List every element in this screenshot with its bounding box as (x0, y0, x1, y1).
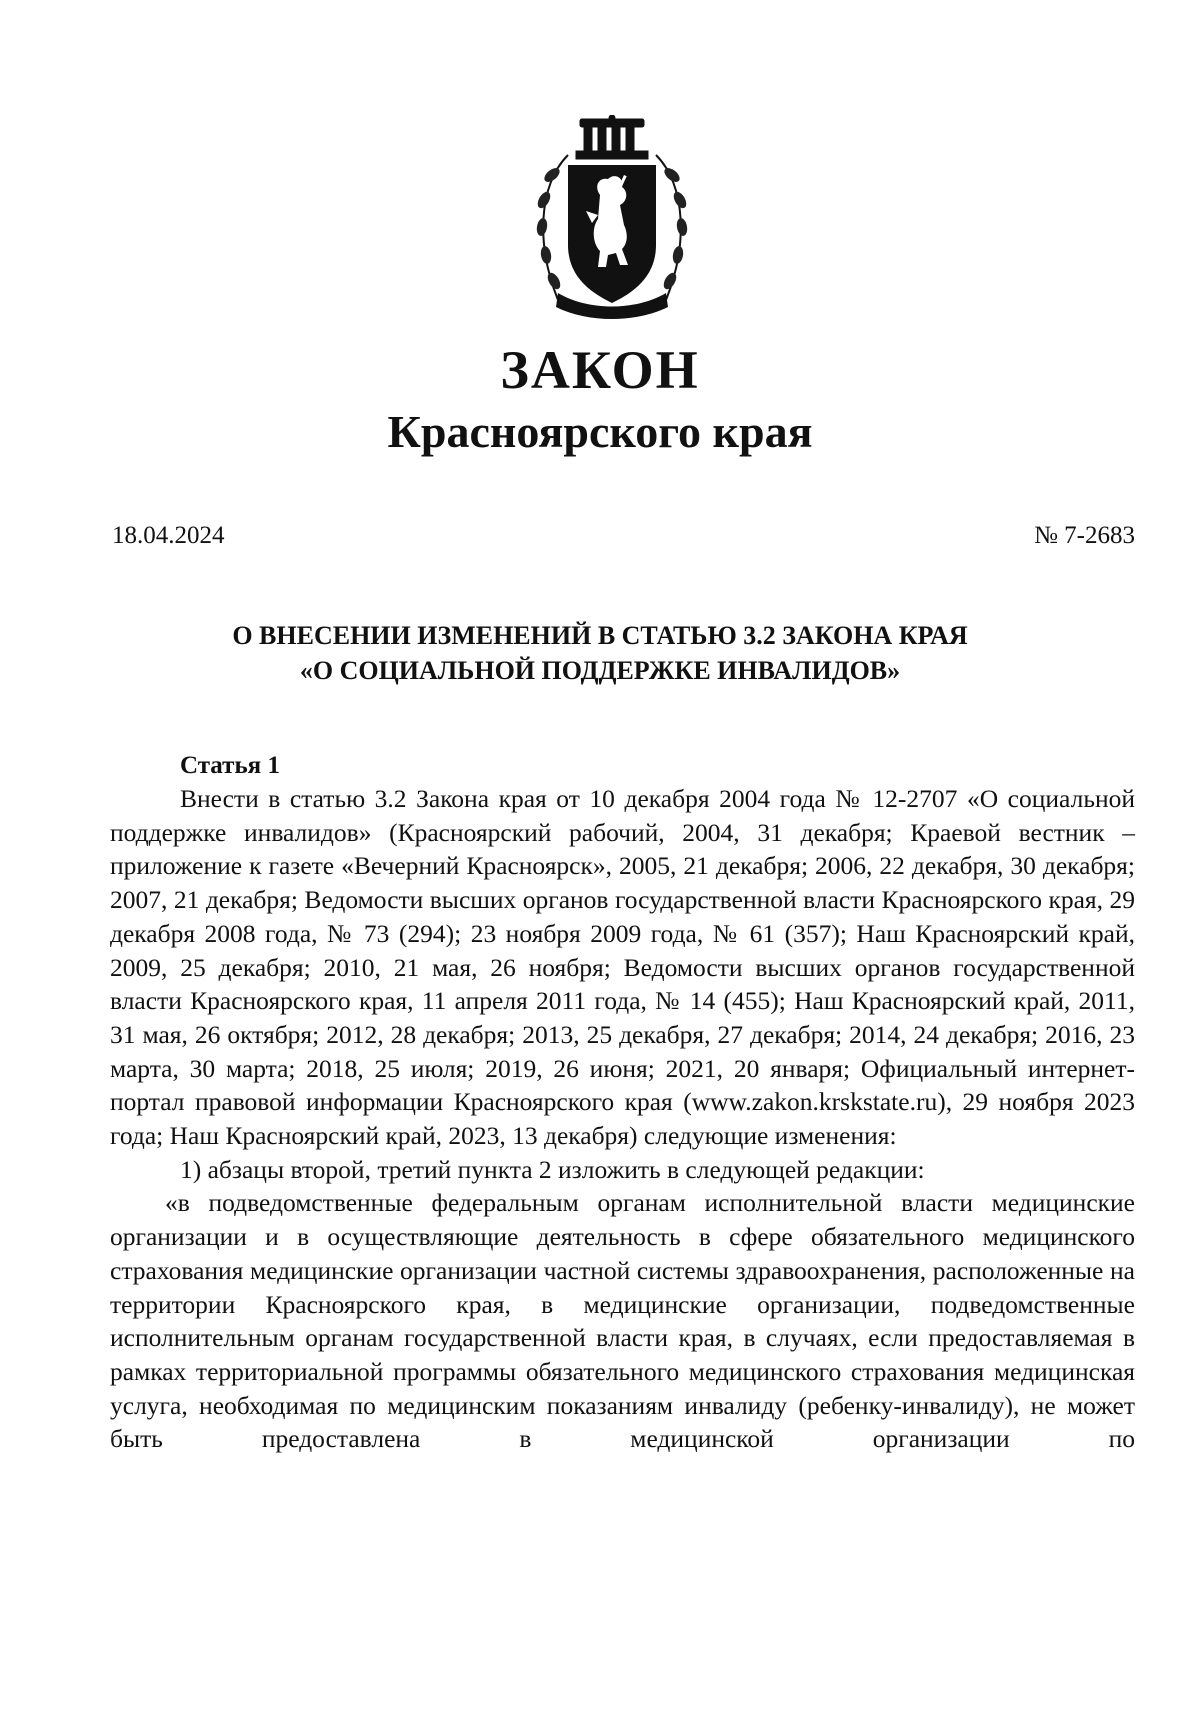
law-date: 18.04.2024 (112, 522, 225, 549)
law-title: ЗАКОН (500, 340, 700, 400)
coat-of-arms-icon (528, 115, 696, 325)
heading-line-1: О ВНЕСЕНИИ ИЗМЕНЕНИЙ В СТАТЬЮ 3.2 ЗАКОНА КРАЯ (232, 621, 968, 650)
article-paragraph: Внести в статью 3.2 Закона края от 10 декабря 2004 года № 12-2707 «О социальной поддержке инвалидов» (Красноярский рабочий, 2004, 31 декабря; Краевой вестник – приложение к газете «Вечерний Красноярск», 2005, 21 декабря; 2006, 22 декабря, 30 декабря; 2007, 21 декабря; Ведомости высших органов государственной власти Красноярского края, 29 декабря 2008 года, № 73 (294); 23 ноября 2009 года, № 61 (357); Наш Красноярский край, 2009, 25 декабря; 2010, 21 мая, 26 ноября; Ведомости высших органов государственной власти Красноярского края, 11 апреля 2011 года, № 14 (455); Наш Красноярский край, 2011, 31 мая, 26 октября; 2012, 28 декабря; 2013, 25 декабря, 27 декабря; 2014, 24 декабря; 2016, 23 марта, 30 марта; 2018, 25 июля; 2019, 26 июня; 2021, 20 января; Официальный интернет-портал правовой информации Красноярского края (www.zakon.krskstate.ru), 29 ноября 2023 года; Наш Красноярский край, 2023, 13 декабря) следующие изменения: (110, 784, 1135, 1151)
article-title: Статья 1 (180, 752, 280, 779)
amendment-item: 1) абзацы второй, третий пункта 2 изложить в следующей редакции: (180, 1154, 925, 1184)
law-subtitle: Красноярского края (387, 406, 813, 457)
article-body (110, 782, 1135, 1456)
law-number: № 7-2683 (1034, 522, 1135, 549)
document-heading (0, 618, 1200, 688)
heading-line-2: «О СОЦИАЛЬНОЙ ПОДДЕРЖКЕ ИНВАЛИДОВ» (299, 656, 901, 685)
amendment-quote: «в подведомственные федеральным органам исполнительной власти медицинские организации и в осуществляющие деятельность в сфере обязательного медицинского страхования медицинские организации частной системы здравоохранения, расположенные на территории Красноярского края, в медицинские организации, подведомственные исполнительным органам государственной власти края, в случаях, если предоставляемая в рамках территориальной программы обязательного медицинского страхования медицинская услуга, необходимая по медицинским показаниям инвалиду (ребенку-инвалиду), не может быть предоставлена в медицинской организации по (110, 1188, 1135, 1454)
